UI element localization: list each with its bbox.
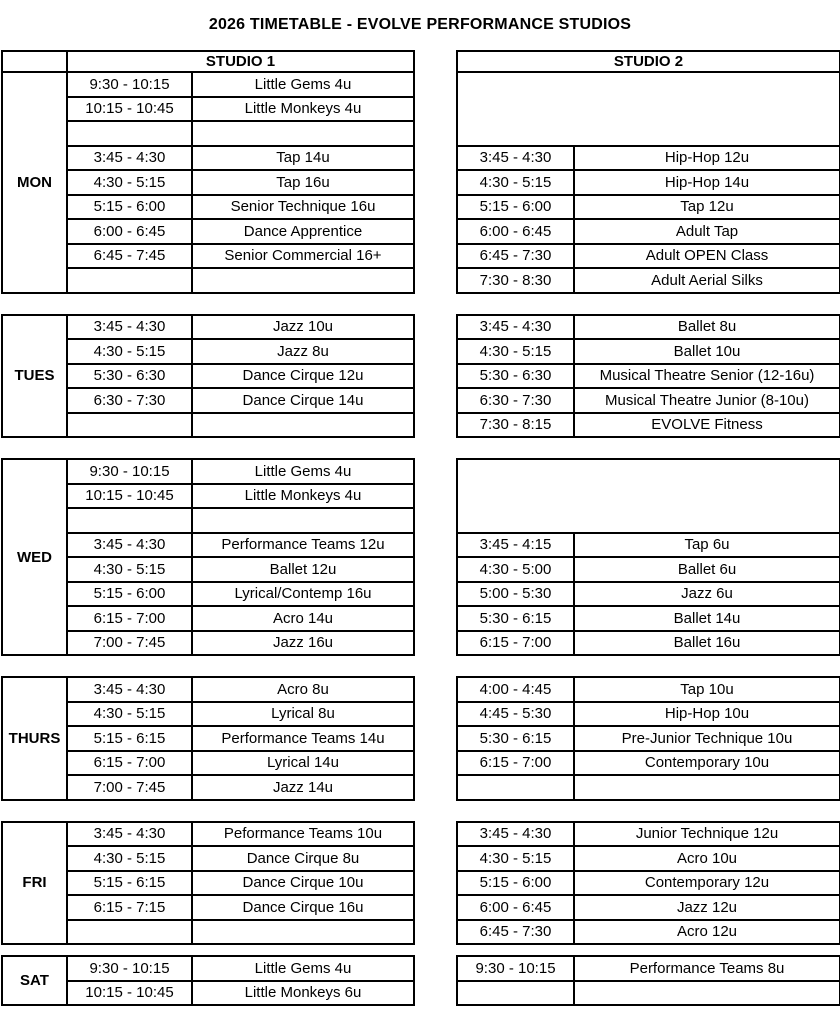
- time-cell: [67, 268, 192, 293]
- class-cell: Dance Cirque 14u: [192, 388, 414, 413]
- time-cell: 4:30 - 5:15: [457, 339, 574, 364]
- time-cell: 6:15 - 7:00: [67, 751, 192, 776]
- block-spacer-row: [2, 655, 840, 677]
- class-cell: EVOLVE Fitness: [574, 413, 840, 438]
- class-cell: [192, 508, 414, 533]
- class-cell: [574, 775, 840, 800]
- page-title: 2026 TIMETABLE - EVOLVE PERFORMANCE STUDIOS: [208, 16, 632, 33]
- spacer-column-cell: [414, 315, 457, 438]
- class-cell: Ballet 10u: [574, 339, 840, 364]
- time-cell: 3:45 - 4:30: [67, 822, 192, 847]
- class-cell: Jazz 12u: [574, 895, 840, 920]
- day-label: SAT: [2, 956, 67, 1005]
- time-cell: 6:00 - 6:45: [67, 219, 192, 244]
- class-cell: Ballet 12u: [192, 557, 414, 582]
- class-cell: Little Monkeys 6u: [192, 981, 414, 1006]
- class-cell: Adult Aerial Silks: [574, 268, 840, 293]
- class-cell: Acro 14u: [192, 606, 414, 631]
- class-cell: Adult Tap: [574, 219, 840, 244]
- time-cell: 5:00 - 5:30: [457, 582, 574, 607]
- time-cell: 6:45 - 7:30: [457, 244, 574, 269]
- time-cell: 6:30 - 7:30: [67, 388, 192, 413]
- block-spacer-row: [2, 944, 840, 956]
- spacer-column-cell: [414, 677, 457, 800]
- class-cell: Junior Technique 12u: [574, 822, 840, 847]
- time-cell: 6:45 - 7:45: [67, 244, 192, 269]
- timetable-row: [2, 822, 840, 847]
- time-cell: 9:30 - 10:15: [67, 956, 192, 981]
- time-cell: 4:30 - 5:15: [457, 170, 574, 195]
- class-cell: Senior Technique 16u: [192, 195, 414, 220]
- block-spacer-cell: [2, 655, 840, 677]
- class-cell: Hip-Hop 12u: [574, 146, 840, 171]
- class-cell: [192, 920, 414, 945]
- class-cell: Musical Theatre Senior (12-16u): [574, 364, 840, 389]
- time-cell: 3:45 - 4:30: [67, 146, 192, 171]
- time-cell: 4:00 - 4:45: [457, 677, 574, 702]
- class-cell: Ballet 8u: [574, 315, 840, 340]
- time-cell: 3:45 - 4:30: [457, 822, 574, 847]
- class-cell: Adult OPEN Class: [574, 244, 840, 269]
- time-cell: 5:30 - 6:15: [457, 606, 574, 631]
- time-cell: 4:30 - 5:00: [457, 557, 574, 582]
- time-cell: 3:45 - 4:30: [457, 315, 574, 340]
- time-cell: 3:45 - 4:30: [67, 677, 192, 702]
- time-cell: 7:30 - 8:15: [457, 413, 574, 438]
- day-label: MON: [2, 72, 67, 293]
- time-cell: 5:15 - 6:15: [67, 871, 192, 896]
- day-label: WED: [2, 459, 67, 655]
- timetable-row: [2, 677, 840, 702]
- class-cell: Senior Commercial 16+: [192, 244, 414, 269]
- class-cell: Tap 12u: [574, 195, 840, 220]
- class-cell: Performance Teams 8u: [574, 956, 840, 981]
- time-cell: 3:45 - 4:15: [457, 533, 574, 558]
- time-cell: 3:45 - 4:30: [67, 315, 192, 340]
- day-label: TUES: [2, 315, 67, 438]
- day-label: THURS: [2, 677, 67, 800]
- time-cell: 6:45 - 7:30: [457, 920, 574, 945]
- block-spacer-cell: [2, 800, 840, 822]
- studio2-header: STUDIO 2: [457, 51, 840, 72]
- class-cell: Tap 14u: [192, 146, 414, 171]
- time-cell: 5:15 - 6:00: [457, 871, 574, 896]
- timetable-row: [2, 315, 840, 340]
- class-cell: Lyrical 14u: [192, 751, 414, 776]
- time-cell: 10:15 - 10:45: [67, 484, 192, 509]
- time-cell: [457, 775, 574, 800]
- time-cell: 7:30 - 8:30: [457, 268, 574, 293]
- time-cell: 5:30 - 6:30: [67, 364, 192, 389]
- class-cell: [192, 121, 414, 146]
- time-cell: 6:15 - 7:00: [457, 631, 574, 656]
- studio1-header: STUDIO 1: [67, 51, 414, 72]
- time-cell: 4:30 - 5:15: [67, 557, 192, 582]
- block-spacer-row: [2, 293, 840, 315]
- class-cell: Tap 6u: [574, 533, 840, 558]
- class-cell: Jazz 6u: [574, 582, 840, 607]
- time-cell: 5:15 - 6:15: [67, 726, 192, 751]
- header-row: [2, 51, 840, 72]
- header-gap-cell: [414, 51, 457, 72]
- spacer-column-cell: [414, 459, 457, 655]
- class-cell: Acro 10u: [574, 846, 840, 871]
- time-cell: 9:30 - 10:15: [67, 72, 192, 97]
- spacer-column-cell: [414, 72, 457, 293]
- class-cell: Ballet 16u: [574, 631, 840, 656]
- block-spacer-cell: [2, 944, 840, 956]
- class-cell: Contemporary 10u: [574, 751, 840, 776]
- day-label: FRI: [2, 822, 67, 945]
- block-spacer-row: [2, 437, 840, 459]
- time-cell: 4:30 - 5:15: [67, 339, 192, 364]
- time-cell: 7:00 - 7:45: [67, 775, 192, 800]
- class-cell: Jazz 14u: [192, 775, 414, 800]
- block-spacer-cell: [2, 437, 840, 459]
- class-cell: [574, 981, 840, 1006]
- class-cell: Little Gems 4u: [192, 956, 414, 981]
- time-cell: 7:00 - 7:45: [67, 631, 192, 656]
- class-cell: Ballet 14u: [574, 606, 840, 631]
- time-cell: 5:30 - 6:30: [457, 364, 574, 389]
- time-cell: 5:15 - 6:00: [67, 582, 192, 607]
- class-cell: Dance Cirque 12u: [192, 364, 414, 389]
- block-spacer-cell: [2, 293, 840, 315]
- time-cell: 5:15 - 6:00: [67, 195, 192, 220]
- class-cell: Musical Theatre Junior (8-10u): [574, 388, 840, 413]
- time-cell: 3:45 - 4:30: [457, 146, 574, 171]
- class-cell: Jazz 16u: [192, 631, 414, 656]
- time-cell: 6:30 - 7:30: [457, 388, 574, 413]
- time-cell: 3:45 - 4:30: [67, 533, 192, 558]
- class-cell: Dance Cirque 16u: [192, 895, 414, 920]
- time-cell: 10:15 - 10:45: [67, 981, 192, 1006]
- class-cell: Contemporary 12u: [574, 871, 840, 896]
- class-cell: Tap 16u: [192, 170, 414, 195]
- timetable-table: [1, 50, 840, 1006]
- timetable-row: [2, 459, 840, 484]
- class-cell: Performance Teams 12u: [192, 533, 414, 558]
- class-cell: Little Monkeys 4u: [192, 484, 414, 509]
- time-cell: 4:30 - 5:15: [457, 846, 574, 871]
- time-cell: [67, 508, 192, 533]
- class-cell: Dance Apprentice: [192, 219, 414, 244]
- class-cell: Lyrical/Contemp 16u: [192, 582, 414, 607]
- class-cell: Little Monkeys 4u: [192, 97, 414, 122]
- class-cell: Hip-Hop 10u: [574, 702, 840, 727]
- class-cell: Little Gems 4u: [192, 459, 414, 484]
- spacer-column-cell: [414, 956, 457, 1005]
- class-cell: Dance Cirque 8u: [192, 846, 414, 871]
- class-cell: Jazz 8u: [192, 339, 414, 364]
- class-cell: Dance Cirque 10u: [192, 871, 414, 896]
- class-cell: Jazz 10u: [192, 315, 414, 340]
- class-cell: Hip-Hop 14u: [574, 170, 840, 195]
- time-cell: 6:15 - 7:15: [67, 895, 192, 920]
- class-cell: Lyrical 8u: [192, 702, 414, 727]
- timetable-row: [2, 72, 840, 97]
- spacer-column-cell: [414, 822, 457, 945]
- time-cell: 10:15 - 10:45: [67, 97, 192, 122]
- class-cell: Pre-Junior Technique 10u: [574, 726, 840, 751]
- class-cell: [192, 268, 414, 293]
- class-cell: Tap 10u: [574, 677, 840, 702]
- time-cell: 6:15 - 7:00: [457, 751, 574, 776]
- time-cell: 9:30 - 10:15: [457, 956, 574, 981]
- time-cell: [67, 121, 192, 146]
- class-cell: Little Gems 4u: [192, 72, 414, 97]
- time-cell: 5:30 - 6:15: [457, 726, 574, 751]
- block-spacer-row: [2, 800, 840, 822]
- class-cell: Performance Teams 14u: [192, 726, 414, 751]
- time-cell: 9:30 - 10:15: [67, 459, 192, 484]
- time-cell: 5:15 - 6:00: [457, 195, 574, 220]
- time-cell: 4:30 - 5:15: [67, 702, 192, 727]
- time-cell: 4:30 - 5:15: [67, 846, 192, 871]
- corner-cell: [2, 51, 67, 72]
- time-cell: [457, 981, 574, 1006]
- time-cell: 4:30 - 5:15: [67, 170, 192, 195]
- time-cell: [67, 920, 192, 945]
- class-cell: [192, 413, 414, 438]
- time-cell: 6:00 - 6:45: [457, 895, 574, 920]
- merged-empty-cell: [457, 459, 840, 533]
- time-cell: 6:00 - 6:45: [457, 219, 574, 244]
- class-cell: Peformance Teams 10u: [192, 822, 414, 847]
- timetable-row: [2, 956, 840, 981]
- class-cell: Ballet 6u: [574, 557, 840, 582]
- time-cell: 6:15 - 7:00: [67, 606, 192, 631]
- merged-empty-cell: [457, 72, 840, 146]
- class-cell: Acro 12u: [574, 920, 840, 945]
- time-cell: [67, 413, 192, 438]
- time-cell: 4:45 - 5:30: [457, 702, 574, 727]
- class-cell: Acro 8u: [192, 677, 414, 702]
